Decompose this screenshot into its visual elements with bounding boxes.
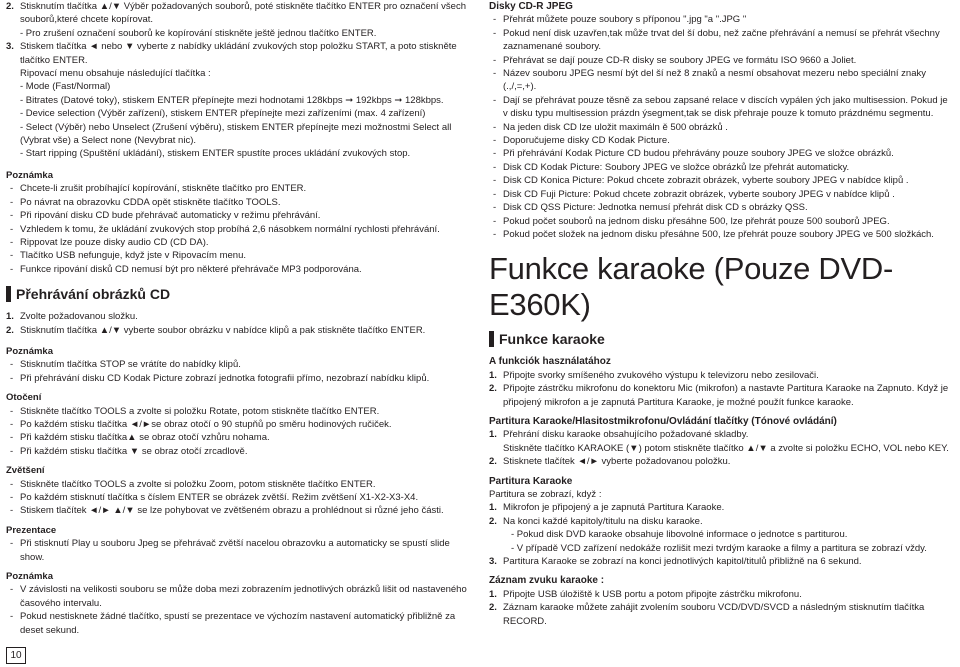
photo-steps: 1. Zvolte požadovanou složku. 2. Stisknutím tlačítka ▲/▼ vyberte soubor obrázku v nabídce klipů a pak stiskněte tlačítko ENTER. [6,311,426,336]
right-column [489,0,955,628]
startup-heading: A funkciók használatához [489,356,611,368]
recording-steps: 1. Připojte USB úložiště k USB portu a potom připojte zástrčku mikrofonu. 2. Záznam karaoke můžete zahájit zvolením souboru VCD/DVD/SVCD a následným stisknutím tlačítka RECORD. [489,588,925,627]
note-ripping: Poznámka - Chcete-li zrušit probíhající kopírování, stiskněte tlačítko pro ENTER. - Po návrat na obrazovku CDDA opět stiskněte tlačítko TOOLS. - Při ripování disku CD bude přehrávač automaticky v režimu přehrávání. - Vzhledem k tomu, že ukládání zvukových stop probíhá 2,6 násobkem normální rychlosti přehrávání. - Rippovat lze pouze disky audio CD (CD DA). - Tlačítko USB nefunguje, když jste v Ripovacím menu. - Funkce ripování disků CD nemusí být pro některé přehrávače MP3 podporována. [6,169,474,276]
partitura-karaoke-heading: Partitura Karaoke [489,475,573,487]
note-presentation: Poznámka - V závislosti na velikosti souboru se může doba mezi zobrazením jednotlivých obrázků lišit od nastaveného časového intervalu. - Pokud nestisknete žádné tlačítko, spustí se prezentace ve výchozím nastavení automatický přibližně za deset sekund. [6,570,474,637]
disky-heading: Disky CD-R JPEG [489,1,573,12]
disky-list: - Přehrát můžete pouze soubory s příponou ".jpg "a ".JPG " - Pokud není disk uzavřen,tak může trvat del ší dobu, než začne přehrávání a nemusí se přehrát všechny zaznamenané soubory. - Přehrávat se dají pouze CD-R disky se soubory JPEG ve formátu ISO 9660 a Joliet. - Název souboru JPEG nesmí být del ší než 8 znaků a nesmí obsahovat mezeru nebo speciální znaky (.,/,=,+). - Dají se přehrávat pouze těsně za sebou zapsané relace v discích vypálen ých jako multisession. Pokud je v disku typu multisession prázdn ýsegment,tak se disk přehraje pouze k tomuto prázdnému segmentu. - Na jeden disk CD lze uložit maximáln ě 500 obrázků . - Doporučujeme disky CD Kodak Picture. - Při přehrávání Kodak Picture CD budou přehrávány pouze soubory JPEG ve složce obrázků. - Disk CD Kodak Picture: Soubory JPEG ve složce obrázků lze přehrát automaticky. - Disk CD Konica Picture: Pokud chcete zobrazit obrázek, vyberte soubory JPEG v nabídce klipů . - Disk CD Fuji Picture: Pokud chcete zobrazit obrázek, vyberte soubory JPEG v nabídce klipů . - Disk CD QSS Picture: Jednotka nemusí přehrát disk CD s obrázky QSS. - Pokud počet souborů na jednom disku přesáhne 500, lze přehrát pouze 500 souborů JPEG. - Pokud počet složek na jednom disku přesáhne 500, lze přehrát pouze soubory JPEG ve 500 složkách. [489,13,955,241]
partitura-heading: Partitura Karaoke/Hlasitostmikrofonu/Ovládání tlačítky (Tónové ovládání) [489,415,837,427]
presentation-section: Prezentace - Při stisknutí Play u souboru Jpeg se přehrávač zvětší nacelou obrazovku a automaticky se spustí slide show. [6,524,474,564]
note-photo: Poznámka - Stisknutím tlačítka STOP se vrátíte do nabídky klipů. - Při přehrávání disku CD Kodak Picture zobrazí jednotka fotografii přímo, nezobrazí nabídku klipů. [6,345,474,385]
recording-heading: Záznam zvuku karaoke : [489,575,605,587]
karaoke-big-heading: Funkce karaoke (Pouze DVD-E360K) [489,251,893,323]
left-column [6,0,474,637]
intro-step: 2. Stisknutím tlačítka ▲/▼ Výběr požadovaných souborů, poté stiskněte tlačítko ENTER pro označení všech souborů,které chcete kopírovat. [6,1,466,26]
startup-steps: 1. Připojte svorky smíšeného zvukového výstupu k televizoru nebo zesilovači. 2. Připojte zástrčku mikrofonu do konektoru Mic (mikrofon) a nastavte Partitura Karaoke na Zapnuto. Když je připojený mikrofon a je zapnutá Partitura Karaoke, je možné použít funkce karaoke. [489,369,949,408]
intro-steps [6,0,474,67]
partitura-karaoke-list: Partitura se zobrazí, když : 1. Mikrofon je připojený a je zapnutá Partitura Karaoke. 2. Na konci každé kapitoly/titulu na disku karaoke. - Pokud disk DVD karaoke obsahuje libovolné informace o jednotce s partiturou. - V případě VCD zařízení nedokáže rozlišit mezi tvrdým karaoke a filmy a partitura se zobrazí vždy. 3. Partitura Karaoke se zobrazí na konci jednotlivých kapitol/titulů přibližně na 6 sekund. [489,488,927,567]
page-number: 10 [6,647,26,664]
rotation-section: Otočení - Stiskněte tlačítko TOOLS a zvolte si položku Rotate, potom stiskněte tlačítko ENTER. - Po každém stisku tlačítka ◄/►se obraz otočí o 90 stupňů po směru hodinových ručiček. - Při každém stisku tlačítka▲ se obraz otočí vzhůru nohama. - Při každém stisku tlačítka ▼ se obraz otočí zrcadlově. [6,391,474,458]
zoom-section: Zvětšení - Stiskněte tlačítko TOOLS a zvolte si položku Zoom, potom stiskněte tlačítko ENTER. - Po každém stisknutí tlačítka s číslem ENTER se obrázek zvětší. Režim zvětšení X1-X2-X3-X4. - Stiskem tlačítek ◄/► ▲/▼ se lze pohybovat ve zvětšeném obrazu a prohlédnout si různé jeho části. [6,464,474,518]
karaoke-heading: Funkce karaoke [489,329,955,349]
partitura-steps: 1. Přehrání disku karaoke obsahujícího požadované skladby. Stiskněte tlačítko KARAOKE (▼) potom stiskněte tlačítko ▲/▼ a zvolte si položku ECHO, VOL nebo KEY. 2. Stisknete tlačítek ◄/► vyberte požadovanou položku. [489,429,949,468]
photo-cd-heading: Přehrávání obrázků CD [6,284,474,304]
intro-note: - Pro zrušení označení souborů ke kopírování stiskněte ještě jednou tlačítko ENTER. [20,27,377,39]
ripping-menu: Ripovací menu obsahuje následující tlačítka : - Mode (Fast/Normal) - Bitrates (Datové toky), stiskem ENTER přepínejte mezi hodnotami 128kbps ➞ 192kbps ➞ 128kbps. - Device selection (Výběr zařízení), stiskem ENTER přepínejte mezi zařízeními (max. 4 zařízení) - Select (Výběr) nebo Unselect (Zrušení výběru), stiskem ENTER přepínejte mezi možnostmi Select all (Vybrat vše) a Select none (Nevybrat nic). - Start ripping (Spuštění ukládání), stiskem ENTER spustíte proces ukládání zvukových stop. [20,68,452,160]
intro-step: 3. Stiskem tlačítka ◄ nebo ▼ vyberte z nabídky ukládání zvukových stop položku START, a poto stiskněte tlačítko ENTER. [6,41,457,66]
